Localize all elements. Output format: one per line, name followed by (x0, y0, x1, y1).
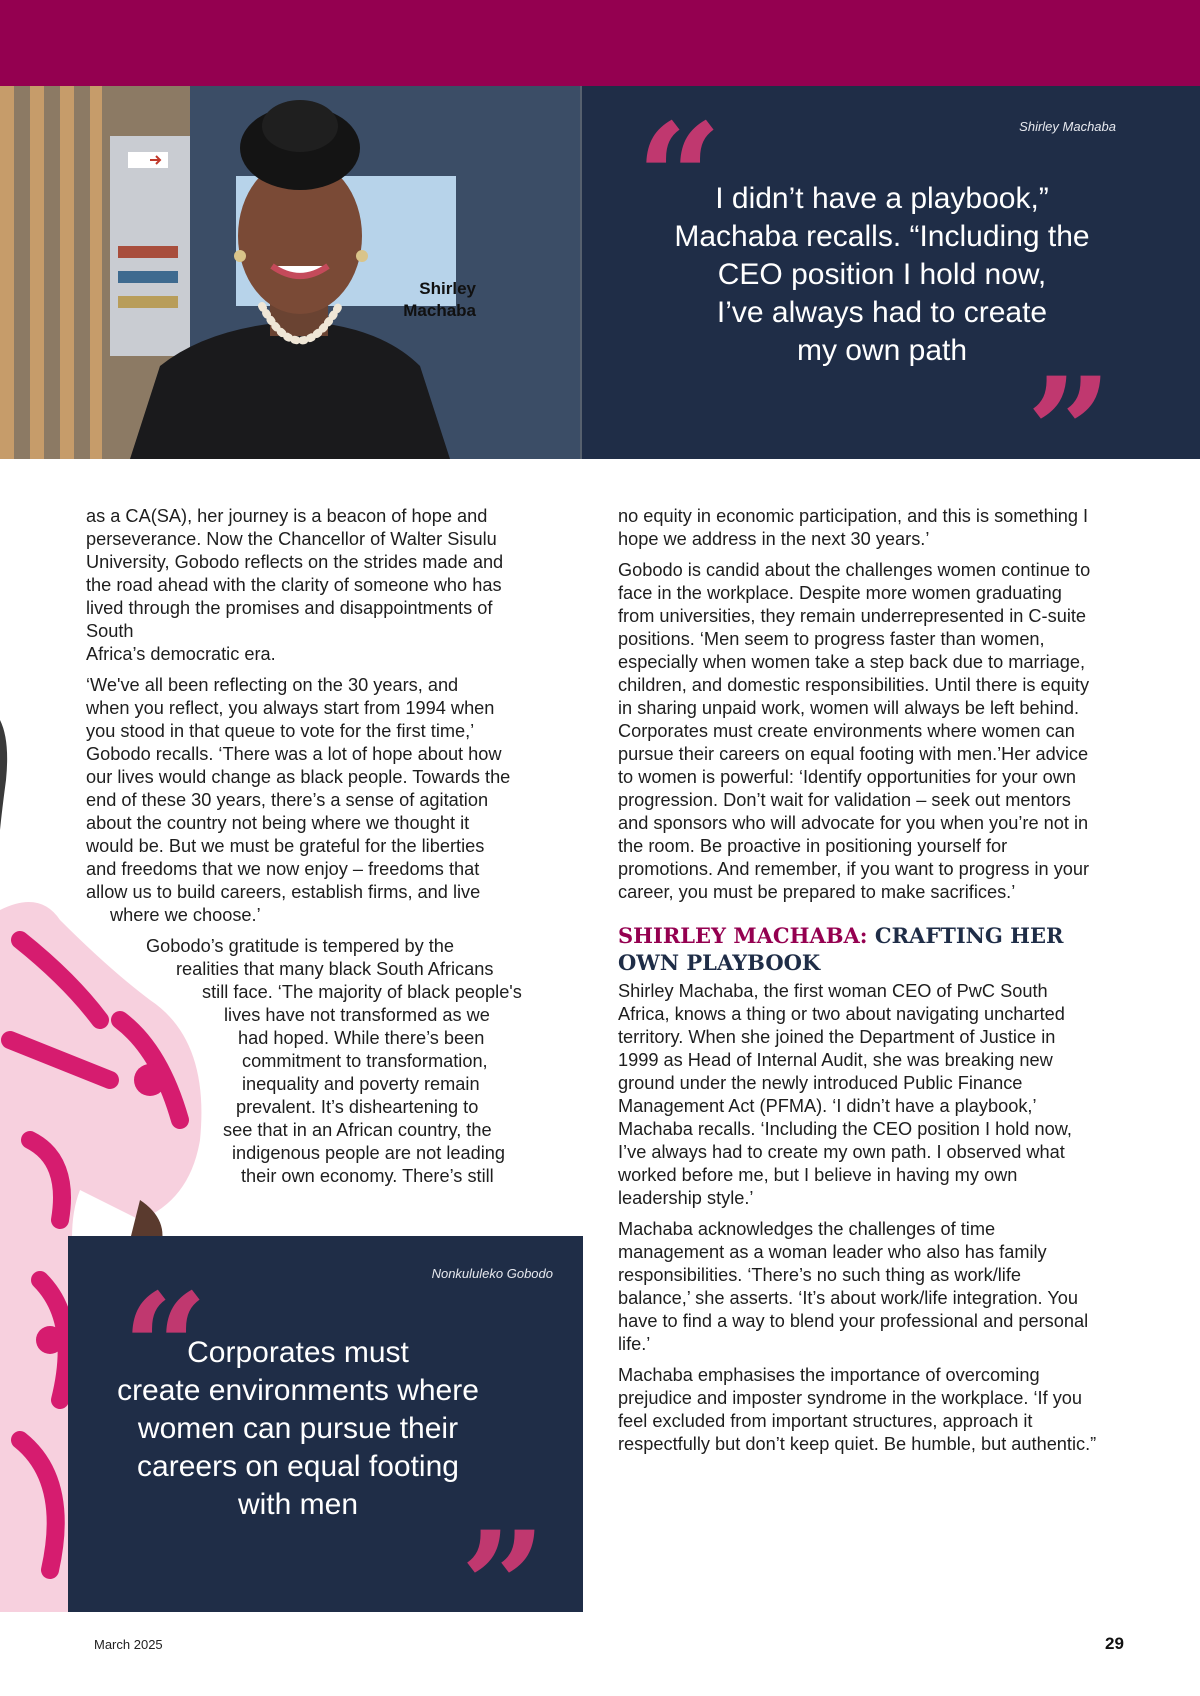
paragraph: as a CA(SA), her journey is a beacon of hope and perseverance. Now the Chancellor of Walter Sisulu University, Gobodo reflects on the strides made and the road ahead with the clarity of someone who has lived through the promises and disappointments of South Africa’s democratic era. (86, 506, 504, 664)
paragraph: Shirley Machaba, the first woman CEO of PwC South Africa, knows a thing or two about navigating uncharted territory. When she joined the Department of Justice in 1999 as Head of Internal Audit, she was breaking new ground under the newly introduced Public Finance Management Act (PFMA). ‘I didn’t have a playbook,’ Machaba recalls. ‘Including the CEO position I hold now, I’ve always had to create my own path. I observed what worked before me, but I believe in having my own leadership style.’ (618, 981, 1072, 1208)
open-quote-icon: “ (636, 91, 723, 267)
close-quote-icon: ” (1026, 345, 1113, 521)
paragraph: no equity in economic participation, and this is something I hope we address in the next 30 years.’ (618, 506, 1089, 549)
quote-text: Corporates must create environments where women can pursue their careers on equal footing with men (117, 1336, 479, 1521)
quote-attribution: Shirley Machaba (1019, 119, 1116, 134)
portrait-photo (0, 86, 582, 459)
section-heading: SHIRLEY MACHABA: CRAFTING HER OWN PLAYBOOK (618, 923, 1064, 975)
article-left-column (86, 505, 586, 1196)
photo-caption: Shirley Machaba (403, 279, 476, 320)
open-quote-icon: “ (122, 1261, 209, 1437)
paragraph: Machaba acknowledges the challenges of time management as a woman leader who also has family responsibilities. ‘There’s no such thing as work/life balance,’ she asserts. ‘It’s about work/life integration. You have to find a way to blend your professional and personal life.’ (618, 1219, 1089, 1354)
page-number: 29 (1105, 1634, 1124, 1653)
paragraph: Gobodo is candid about the challenges women continue to face in the workplace. Despite more women graduating from universities, they remain underrepresented in C-suite positions. ‘Men seem to progress faster than women, especially when women take a step back due to marriage, children, and domestic responsibilities. Until there is equity in sharing unpaid work, women will always be left behind. Corporates must create environments where women can pursue their careers on equal footing with men.’Her advice to women is powerful: ‘Identify opportunities for your own progression. Don’t wait for validation – seek out mentors and sponsors who will advocate for you when you’re not in the room. Be proactive in positioning yourself for promotions. And remember, if you want to progress in your career, you must be prepared to make sacrifices.’ (618, 560, 1091, 902)
top-color-band (0, 0, 1200, 86)
close-quote-icon: ” (460, 1499, 547, 1675)
quote-text: I didn’t have a playbook,” Machaba recalls. “Including the CEO position I hold now, I’ve always had to create my own path (674, 182, 1090, 367)
paragraph: Machaba emphasises the importance of overcoming prejudice and imposter syndrome in the workplace. ‘If you feel excluded from important structures, approach it respectfully but don’t keep quiet. Be humble, but authentic.” (618, 1365, 1097, 1454)
paragraph: Gobodo’s gratitude is tempered by the realities that many black South Africans still face. ‘The majority of black people's lives have not transformed as we had hoped. While there’s been commitment to transformation, inequality and poverty remain prevalent. It’s disheartening to see that in an African country, the indigenous people are not leading their own economy. There’s still (146, 936, 522, 1186)
article-right-column (618, 505, 1098, 1464)
paragraph: ‘We've all been reflecting on the 30 years, and when you reflect, you always start from 1994 when you stood in that queue to vote for the first time,’ Gobodo recalls. ‘There was a lot of hope about how our lives would change as black people. Towards the end of these 30 years, there’s a sense of agitation about the country not being where we thought it would be. But we must be grateful for the liberties and freedoms that we now enjoy – freedoms that allow us to build careers, establish firms, and live where we choose.’ (86, 675, 511, 925)
issue-date: March 2025 (94, 1637, 163, 1652)
quote-attribution: Nonkululeko Gobodo (431, 1266, 553, 1281)
pull-quote-top (582, 86, 1200, 521)
